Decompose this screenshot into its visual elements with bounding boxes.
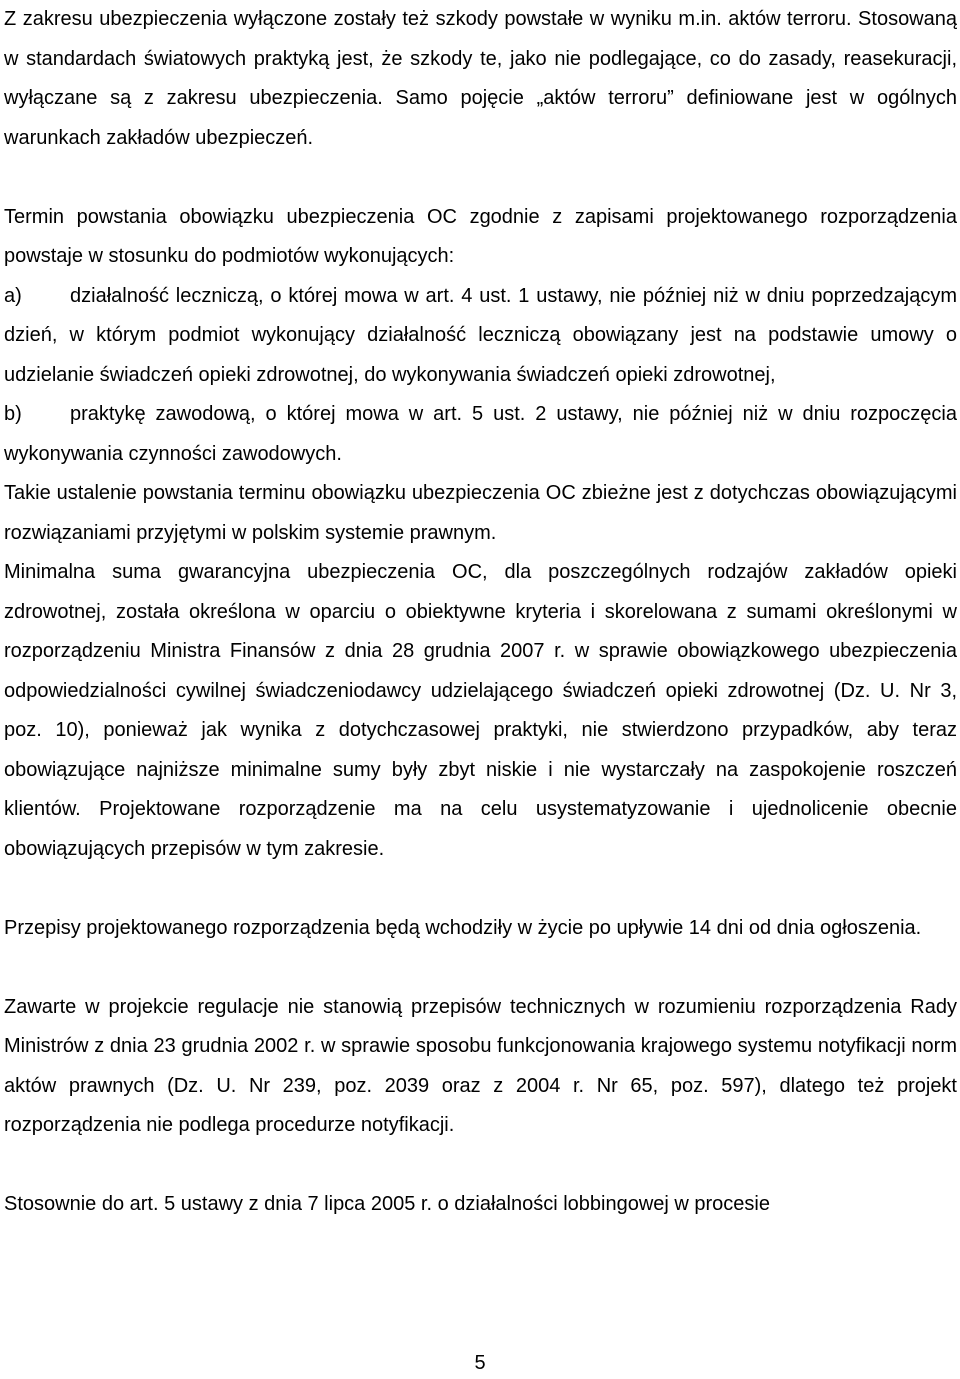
list-item-b bbox=[4, 395, 957, 474]
paragraph-terror-exclusion: Z zakresu ubezpieczenia wyłączone zostały też szkody powstałe w wyniku m.in. aktów terroru. Stosowaną w standardach światowych praktyką jest, że szkody te, jako nie podlegające, co do zasady, reasekuracji, wyłączane są z zakresu ubezpieczenia. Samo pojęcie „aktów terroru” definiowane jest w ogólnych warunkach zakładów ubezpieczeń. bbox=[4, 8, 957, 149]
list-marker-a: a) bbox=[4, 284, 22, 307]
paragraph-lobbying: Stosownie do art. 5 ustawy z dnia 7 lipca 2005 r. o działalności lobbingowej w procesie bbox=[4, 1193, 770, 1215]
paragraph-oc-obligation-term: Termin powstania obowiązku ubezpieczenia OC zgodnie z zapisami projektowanego rozporządzenia powstaje w stosunku do podmiotów wykonujących: bbox=[4, 205, 957, 267]
list-item-a bbox=[4, 277, 957, 396]
paragraph-gap bbox=[4, 158, 957, 198]
paragraph-consistency: Takie ustalenie powstania terminu obowiązku ubezpieczenia OC zbieżne jest z dotychczas obowiązującymi rozwiązaniami przyjętymi w polskim systemie prawnym. bbox=[4, 482, 957, 544]
list-text-a: działalność leczniczą, o której mowa w art. 4 ust. 1 ustawy, nie później niż w dniu poprzedzającym dzień, w którym podmiot wykonujący działalność leczniczą obowiązany jest na podstawie umowy o udzielanie świadczeń opieki zdrowotnej, do wykonywania świadczeń opieki zdrowotnej, bbox=[4, 284, 957, 386]
page-number: 5 bbox=[474, 1352, 486, 1374]
list-marker-b: b) bbox=[4, 403, 22, 425]
list-text-b: praktykę zawodową, o której mowa w art. 5 ust. 2 ustawy, nie później niż w dniu rozpoczęcia wykonywania czynności zawodowych. bbox=[4, 403, 957, 465]
paragraph-gap bbox=[4, 948, 957, 988]
paragraph-gap bbox=[4, 869, 957, 909]
document-page bbox=[4, 0, 957, 1225]
paragraph-notification: Zawarte w projekcie regulacje nie stanowią przepisów technicznych w rozumieniu rozporządzenia Rady Ministrów z dnia 23 grudnia 2002 r. w sprawie sposobu funkcjonowania krajowego systemu notyfikacji norm aktów prawnych (Dz. U. Nr 239, poz. 2039 oraz z 2004 r. Nr 65, poz. 597), dlatego też projekt rozporządzenia nie podlega procedurze notyfikacji. bbox=[4, 995, 957, 1136]
paragraph-entry-into-force: Przepisy projektowanego rozporządzenia będą wchodziły w życie po upływie 14 dni od dnia ogłoszenia. bbox=[4, 916, 922, 939]
paragraph-minimum-sum: Minimalna suma gwarancyjna ubezpieczenia OC, dla poszczególnych rodzajów zakładów opieki zdrowotnej, została określona w oparciu o obiektywne kryteria i skorelowana z sumami określonymi w rozporządzeniu Ministra Finansów z dnia 28 grudnia 2007 r. w sprawie obowiązkowego ubezpieczenia odpowiedzialności cywilnej świadczeniodawcy udzielającego świadczeń opieki zdrowotnej (Dz. U. Nr 3, poz. 10), ponieważ jak wynika z dotychczasowej praktyki, nie stwierdzono przypadków, aby teraz obowiązujące najniższe minimalne sumy były zbyt niskie i nie wystarczały na zaspokojenie roszczeń klientów. Projektowane rozporządzenie ma na celu usystematyzowanie i ujednolicenie obecnie obowiązujących przepisów w tym zakresie. bbox=[4, 561, 957, 860]
paragraph-gap bbox=[4, 1146, 957, 1186]
